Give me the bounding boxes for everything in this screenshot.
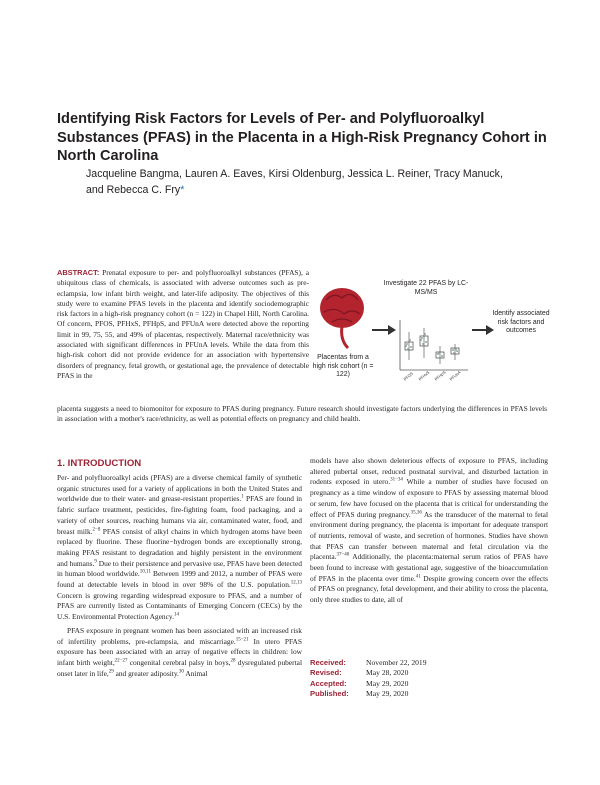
placenta-icon: [320, 288, 364, 348]
citation-link[interactable]: 30: [178, 669, 184, 675]
tick-label-pfos: PFOS: [402, 370, 414, 382]
tick-label-pfhxs: PFHxS: [417, 369, 431, 382]
box-pfuna: [451, 344, 459, 360]
authors-text: Jacqueline Bangma, Lauren A. Eaves, Kirsi Oldenburg, Jessica L. Reiner, Tracy Manuck, and Rebecca C. Fry: [86, 168, 503, 196]
graphic-right-label: Identify associated risk factors and outcomes: [492, 310, 550, 335]
citation-link[interactable]: 15−21: [235, 637, 249, 643]
citation-link[interactable]: 41: [415, 574, 421, 580]
citation-link[interactable]: 22−27: [114, 658, 128, 664]
citation-link[interactable]: 37−40: [336, 552, 350, 558]
citation-link[interactable]: 9: [94, 559, 97, 565]
tick-label-pfuna: PFUnA: [448, 369, 462, 382]
date-row-published: Published: May 29, 2020: [310, 689, 409, 699]
citation-link[interactable]: 29: [108, 669, 114, 675]
graphic-left-label: Placentas from a high risk cohort (n = 122): [312, 354, 374, 379]
citation-link[interactable]: 1: [241, 494, 244, 500]
toc-graphic: [312, 270, 548, 400]
graphic-top-label: Investigate 22 PFAS by LC-MS/MS: [383, 280, 469, 296]
citation-link[interactable]: 31−34: [390, 477, 403, 483]
citation-link[interactable]: 2−8: [92, 527, 101, 533]
date-row-accepted: Accepted: May 29, 2020: [310, 678, 409, 688]
intro-paragraph-3: models have also shown deleterious effects of exposure to PFAS, including altered pubertal onset, reduced postnatal survival, and disturbed lactation in rodents exposed in utero.$^{31-34}$ While a number of studies have focused on pregnancy as a time window of exposure to PFAS by assessing maternal blood or serum, few have focused on the placenta that is critical for understanding the effect of PFAS during pregnancy.$^{35,36}$ As the transducer of the maternal to fetal environment during pregnancy, the placenta is important for adequate transport of nutrients, removal of waste, and secretion of hormones. Studies have shown that PFAS can transfer between maternal and fetal circulation via the placenta.$^{37-40}$ Additionally, the placenta:maternal serum ratios of PFAS have been found to increase with gestational age, suggestive of the bioaccumulation of PFAS in the placenta over time.$^{41}$ Despite growing concern over the effects of PFAS on pregnancy, fetal development, and their ability to cross the placenta, only three studies to date, all of: [310, 456, 548, 605]
corresponding-author-link[interactable]: *: [180, 183, 185, 196]
citation-link[interactable]: 10,11: [139, 569, 151, 575]
section-heading-introduction: 1. INTRODUCTION: [57, 458, 142, 469]
author-list: [86, 167, 516, 198]
abstract-column: [57, 268, 309, 381]
abstract-label: ABSTRACT:: [57, 268, 100, 277]
arrow-right-icon: [372, 325, 396, 335]
intro-paragraph-2: PFAS exposure in pregnant women has been associated with an increased risk of infertility problems, pre-eclampsia, and miscarriage.$^{15-21}$ In utero PFAS exposure has been associated with an array of negative effects in children: low infant birth weight,$^{22-27}$ congenital cerebral palsy in boys,$^{28}$ dysregulated pubertal onset later in life,$^{29}$ and greater adiposity.$^{30}$ Animal: [57, 625, 302, 678]
arrow-right-icon: [472, 325, 494, 335]
citation-link[interactable]: 28: [230, 658, 236, 664]
box-pfhps: [436, 346, 444, 364]
citation-link[interactable]: 35,36: [410, 510, 422, 516]
citation-link[interactable]: 14: [173, 612, 179, 618]
intro-paragraph-1: Per- and polyfluoroalkyl acids (PFAS) are a diverse chemical family of synthetic organic structures used for a variety of applications in both the United States and worldwide due to their water- and grease-resistant properties.$^1$ PFAS are found in fabric surface treatment, pesticides, fire-fighting foam, food packaging, and a variety of other sources, reaching humans via air, contaminated water, food, and breast milk.$^{2-8}$ PFAS consist of alkyl chains in which hydrogen atoms have been replaced by fluorine. These fluorine−hydrogen bonds are exceptionally strong, making PFAS resistant to degradation and highly persistent in the environment and humans.$^9$ Due to their persistence and pervasive use, PFAS have been detected in human blood worldwide.$^{10,11}$ Between 1999 and 2012, a number of PFAS were found at detectable levels in blood in over 98% of the U.S. population.$^{12,13}$ Concern is growing regarding widespread exposure to PFAS, and a number of PFAS are currently listed as Contaminants of Emerging Concern (CECs) by the U.S. Environmental Protection Agency.$^{14}$: [57, 473, 303, 622]
right-column: [310, 456, 548, 606]
abstract-continuation: placenta suggests a need to biomonitor for exposure to PFAS during pregnancy. Future research should investigate factors underlying the differences in PFAS levels in association with a mother's race/ethnicity, as well as potential effects on pregnancy and child health.: [57, 404, 547, 424]
paper-title: Identifying Risk Factors for Levels of Per- and Polyfluoroalkyl Substances (PFAS) in the Placenta in a High-Risk Pregnancy Cohort in North Carolina: [57, 111, 547, 164]
date-row-received: Received: November 22, 2019: [310, 658, 427, 667]
abstract-text: Prenatal exposure to per- and polyfluoroalkyl substances (PFAS), a ubiquitous class of chemicals, is associated with adverse outcomes such as pre-eclampsia, low infant birth weight, and later-life adiposity. The objectives of this study were to examine PFAS levels in the placenta and identify sociodemographic risk factors in a high-risk pregnancy cohort (n = 122) in Chapel Hill, North Carolina. Of concern, PFOS, PFHxS, PFHpS, and PFUnA were detected above the reporting limit in 99, 75, 55, and 49% of placentas, respectively. Maternal race/ethnicity was associated with significant differences in PFUnA levels. While the data from this high-risk cohort did not provide evidence for an association with hypertensive disorders of pregnancy, fetal growth, or gestational age, the prevalence of detectable PFAS in the: [57, 268, 309, 380]
citation-link[interactable]: 12,13: [290, 580, 302, 586]
left-column: [57, 473, 302, 679]
date-row-revised: Revised: May 28, 2020: [310, 668, 409, 678]
publication-dates: [310, 658, 550, 700]
tick-label-pfhps: PFHpS: [433, 369, 447, 382]
x-tick-labels: [402, 369, 461, 381]
pfas-boxplot: [400, 320, 468, 370]
box-pfhxs: [420, 328, 428, 358]
